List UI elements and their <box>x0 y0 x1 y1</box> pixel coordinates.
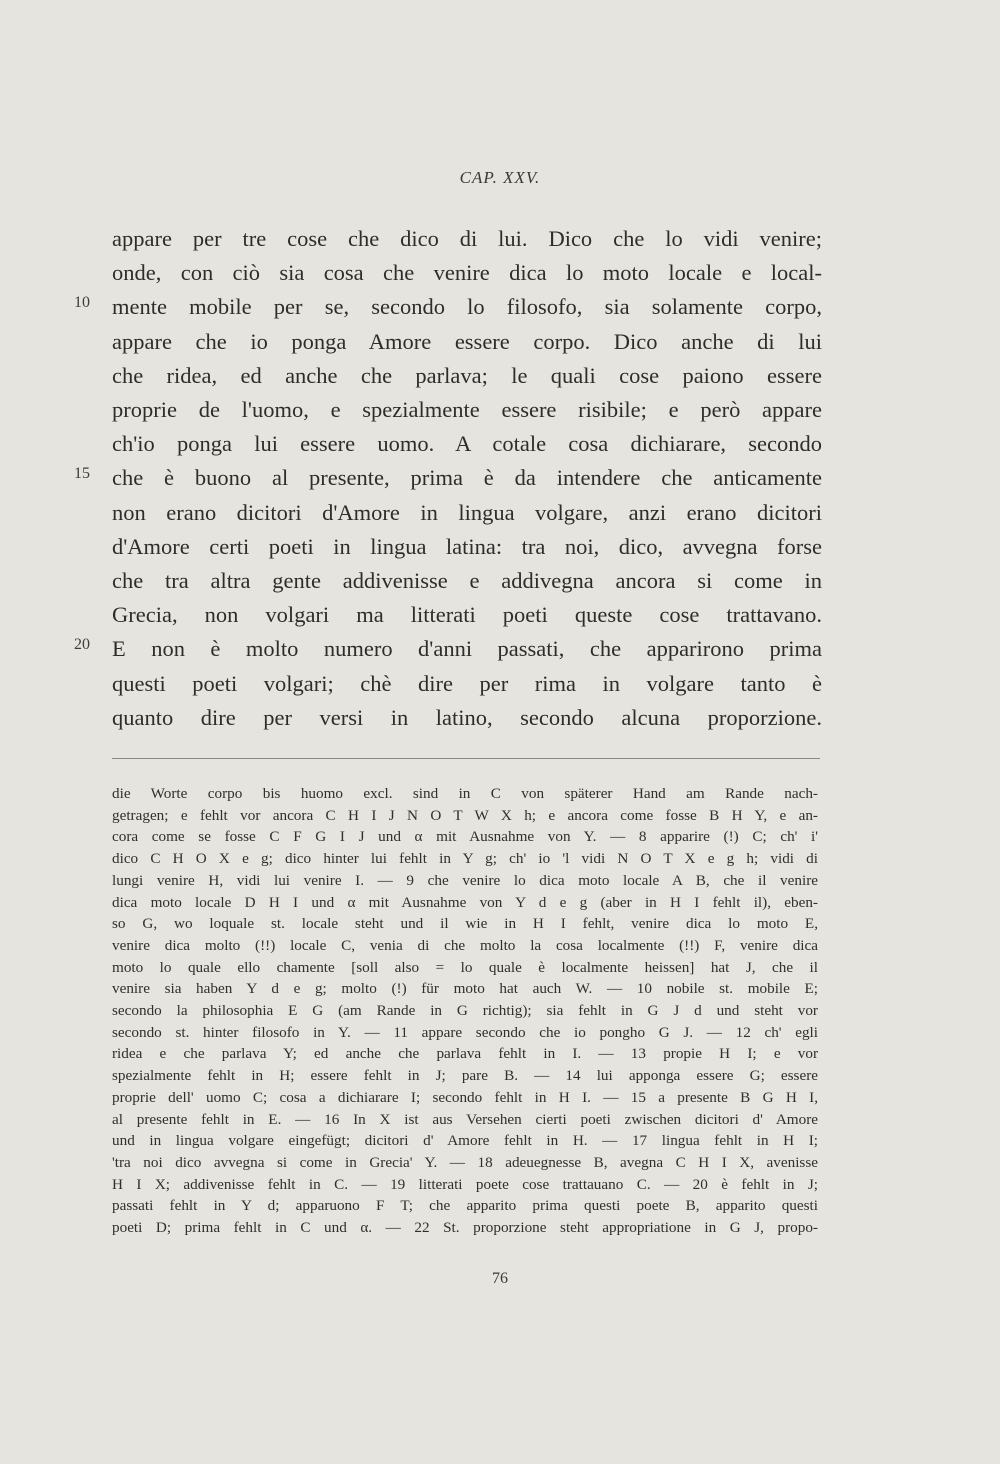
text-line <box>112 427 822 461</box>
main-text <box>112 222 822 735</box>
line-text: ch'io ponga lui essere uomo. A cotale cosa dichiarare, secondo <box>112 431 822 457</box>
line-text: che tra altra gente addivenisse e addivegna ancora si come in <box>112 568 822 594</box>
line-text: questi poeti volgari; chè dire per rima in volgare tanto è <box>112 670 822 696</box>
line-text: Grecia, non volgari ma litterati poeti queste cose trattavano. <box>112 602 822 628</box>
text-line <box>112 222 822 256</box>
text-line <box>112 461 822 495</box>
text-line <box>112 256 822 290</box>
line-number: 10 <box>74 294 90 311</box>
line-text: che è buono al presente, prima è da intendere che anticamente <box>112 465 822 491</box>
footnote-line: passati fehlt in Y d; apparuono F T; che apparito prima questi poete B, apparito questi <box>112 1197 818 1215</box>
footnote-line: venire dica molto (!!) locale C, venia di che molto la cosa localmente (!!) F, venire dica <box>112 936 818 954</box>
footnotes <box>112 783 818 1239</box>
footnote-line: die Worte corpo bis huomo excl. sind in C von späterer Hand am Rande nach- <box>112 785 818 802</box>
line-text: che ridea, ed anche che parlava; le quali cose paiono essere <box>112 362 822 388</box>
line-text: E non è molto numero d'anni passati, che apparirono prima <box>112 636 822 662</box>
line-text: proprie de l'uomo, e spezialmente essere risibile; e però appare <box>112 397 822 423</box>
footnote-line: cora come se fosse C F G I J und α mit Ausnahme von Y. — 8 apparire (!) C; ch' i' <box>112 828 818 846</box>
text-line <box>112 564 822 598</box>
line-text: non erano dicitori d'Amore in lingua volgare, anzi erano dicitori <box>112 499 822 525</box>
text-line <box>112 359 822 393</box>
footnote-line: 'tra noi dico avvegna si come in Grecia' Y. — 18 adeuegnesse B, avegna C H I X, avenisse <box>112 1153 818 1171</box>
line-text: onde, con ciò sia cosa che venire dica lo moto locale e local- <box>112 260 822 286</box>
text-line <box>112 632 822 666</box>
text-line <box>112 325 822 359</box>
footnote-line: H I X; addivenisse fehlt in C. — 19 litterati poete cose trattauano C. — 20 è fehlt in J; <box>112 1175 818 1193</box>
footnote-line: secondo la philosophia E G (am Rande in G richtig); sia fehlt in G J d und steht vor <box>112 1002 818 1020</box>
line-text: mente mobile per se, secondo lo filosofo, sia solamente corpo, <box>112 294 822 320</box>
footnote-divider <box>112 758 820 759</box>
footnote-line: spezialmente fehlt in H; essere fehlt in J; pare B. — 14 lui apponga essere G; essere <box>112 1067 818 1085</box>
line-text: appare che io ponga Amore essere corpo. Dico anche di lui <box>112 328 822 354</box>
footnote-line: poeti D; prima fehlt in C und α. — 22 St. proporzione steht appropriatione in G J, propo- <box>112 1219 818 1237</box>
footnote-line: venire sia haben Y d e g; molto (!) für moto hat auch W. — 10 nobile st. mobile E; <box>112 980 818 998</box>
line-number: 20 <box>74 636 90 653</box>
line-text: appare per tre cose che dico di lui. Dico che lo vidi venire; <box>112 226 822 251</box>
text-line <box>112 290 822 324</box>
line-number: 15 <box>74 465 90 482</box>
footnote-line: und in lingua volgare eingefügt; dicitori d' Amore fehlt in H. — 17 lingua fehlt in H I; <box>112 1132 818 1150</box>
footnote-line: dico C H O X e g; dico hinter lui fehlt in Y g; ch' io 'l vidi N O T X e g h; vidi di <box>112 850 818 868</box>
text-line <box>112 701 822 735</box>
footnote-line: proprie dell' uomo C; cosa a dichiarare I; secondo fehlt in H I. — 15 a presente B G H I, <box>112 1088 818 1106</box>
text-line <box>112 530 822 564</box>
footnote-line: al presente fehlt in E. — 16 In X ist aus Versehen cierti poeti zwischen dicitori d' Amore <box>112 1110 818 1128</box>
footnote-line: getragen; e fehlt vor ancora C H I J N O T W X h; e ancora come fosse B H Y, e an- <box>112 806 818 824</box>
text-line <box>112 667 822 701</box>
line-text: d'Amore certi poeti in lingua latina: tra noi, dico, avvegna forse <box>112 533 822 559</box>
line-text: quanto dire per versi in latino, secondo alcuna proporzione. <box>112 704 822 730</box>
footnote-line: so G, wo loquale st. locale steht und il wie in H I fehlt, venire dica lo moto E, <box>112 915 818 933</box>
chapter-header: CAP. XXV. <box>459 168 541 187</box>
text-line <box>112 496 822 530</box>
page-number: 76 <box>492 1270 508 1287</box>
footnote-line: secondo st. hinter filosofo in Y. — 11 appare secondo che io pongho G J. — 12 ch' egli <box>112 1023 818 1041</box>
text-line <box>112 393 822 427</box>
footnote-line: moto lo quale ello chamente [soll also = lo quale è localmente heissen] hat J, che il <box>112 958 818 976</box>
text-line <box>112 598 822 632</box>
footnote-line: lungi venire H, vidi lui venire I. — 9 che venire lo dica moto locale A B, che il venire <box>112 871 818 889</box>
footnote-line: dica moto locale D H I und α mit Ausnahme von Y d e g (aber in H I fehlt il), eben- <box>112 893 818 911</box>
footnote-line: ridea e che parlava Y; ed anche che parlava fehlt in I. — 13 propie H I; e vor <box>112 1045 818 1063</box>
